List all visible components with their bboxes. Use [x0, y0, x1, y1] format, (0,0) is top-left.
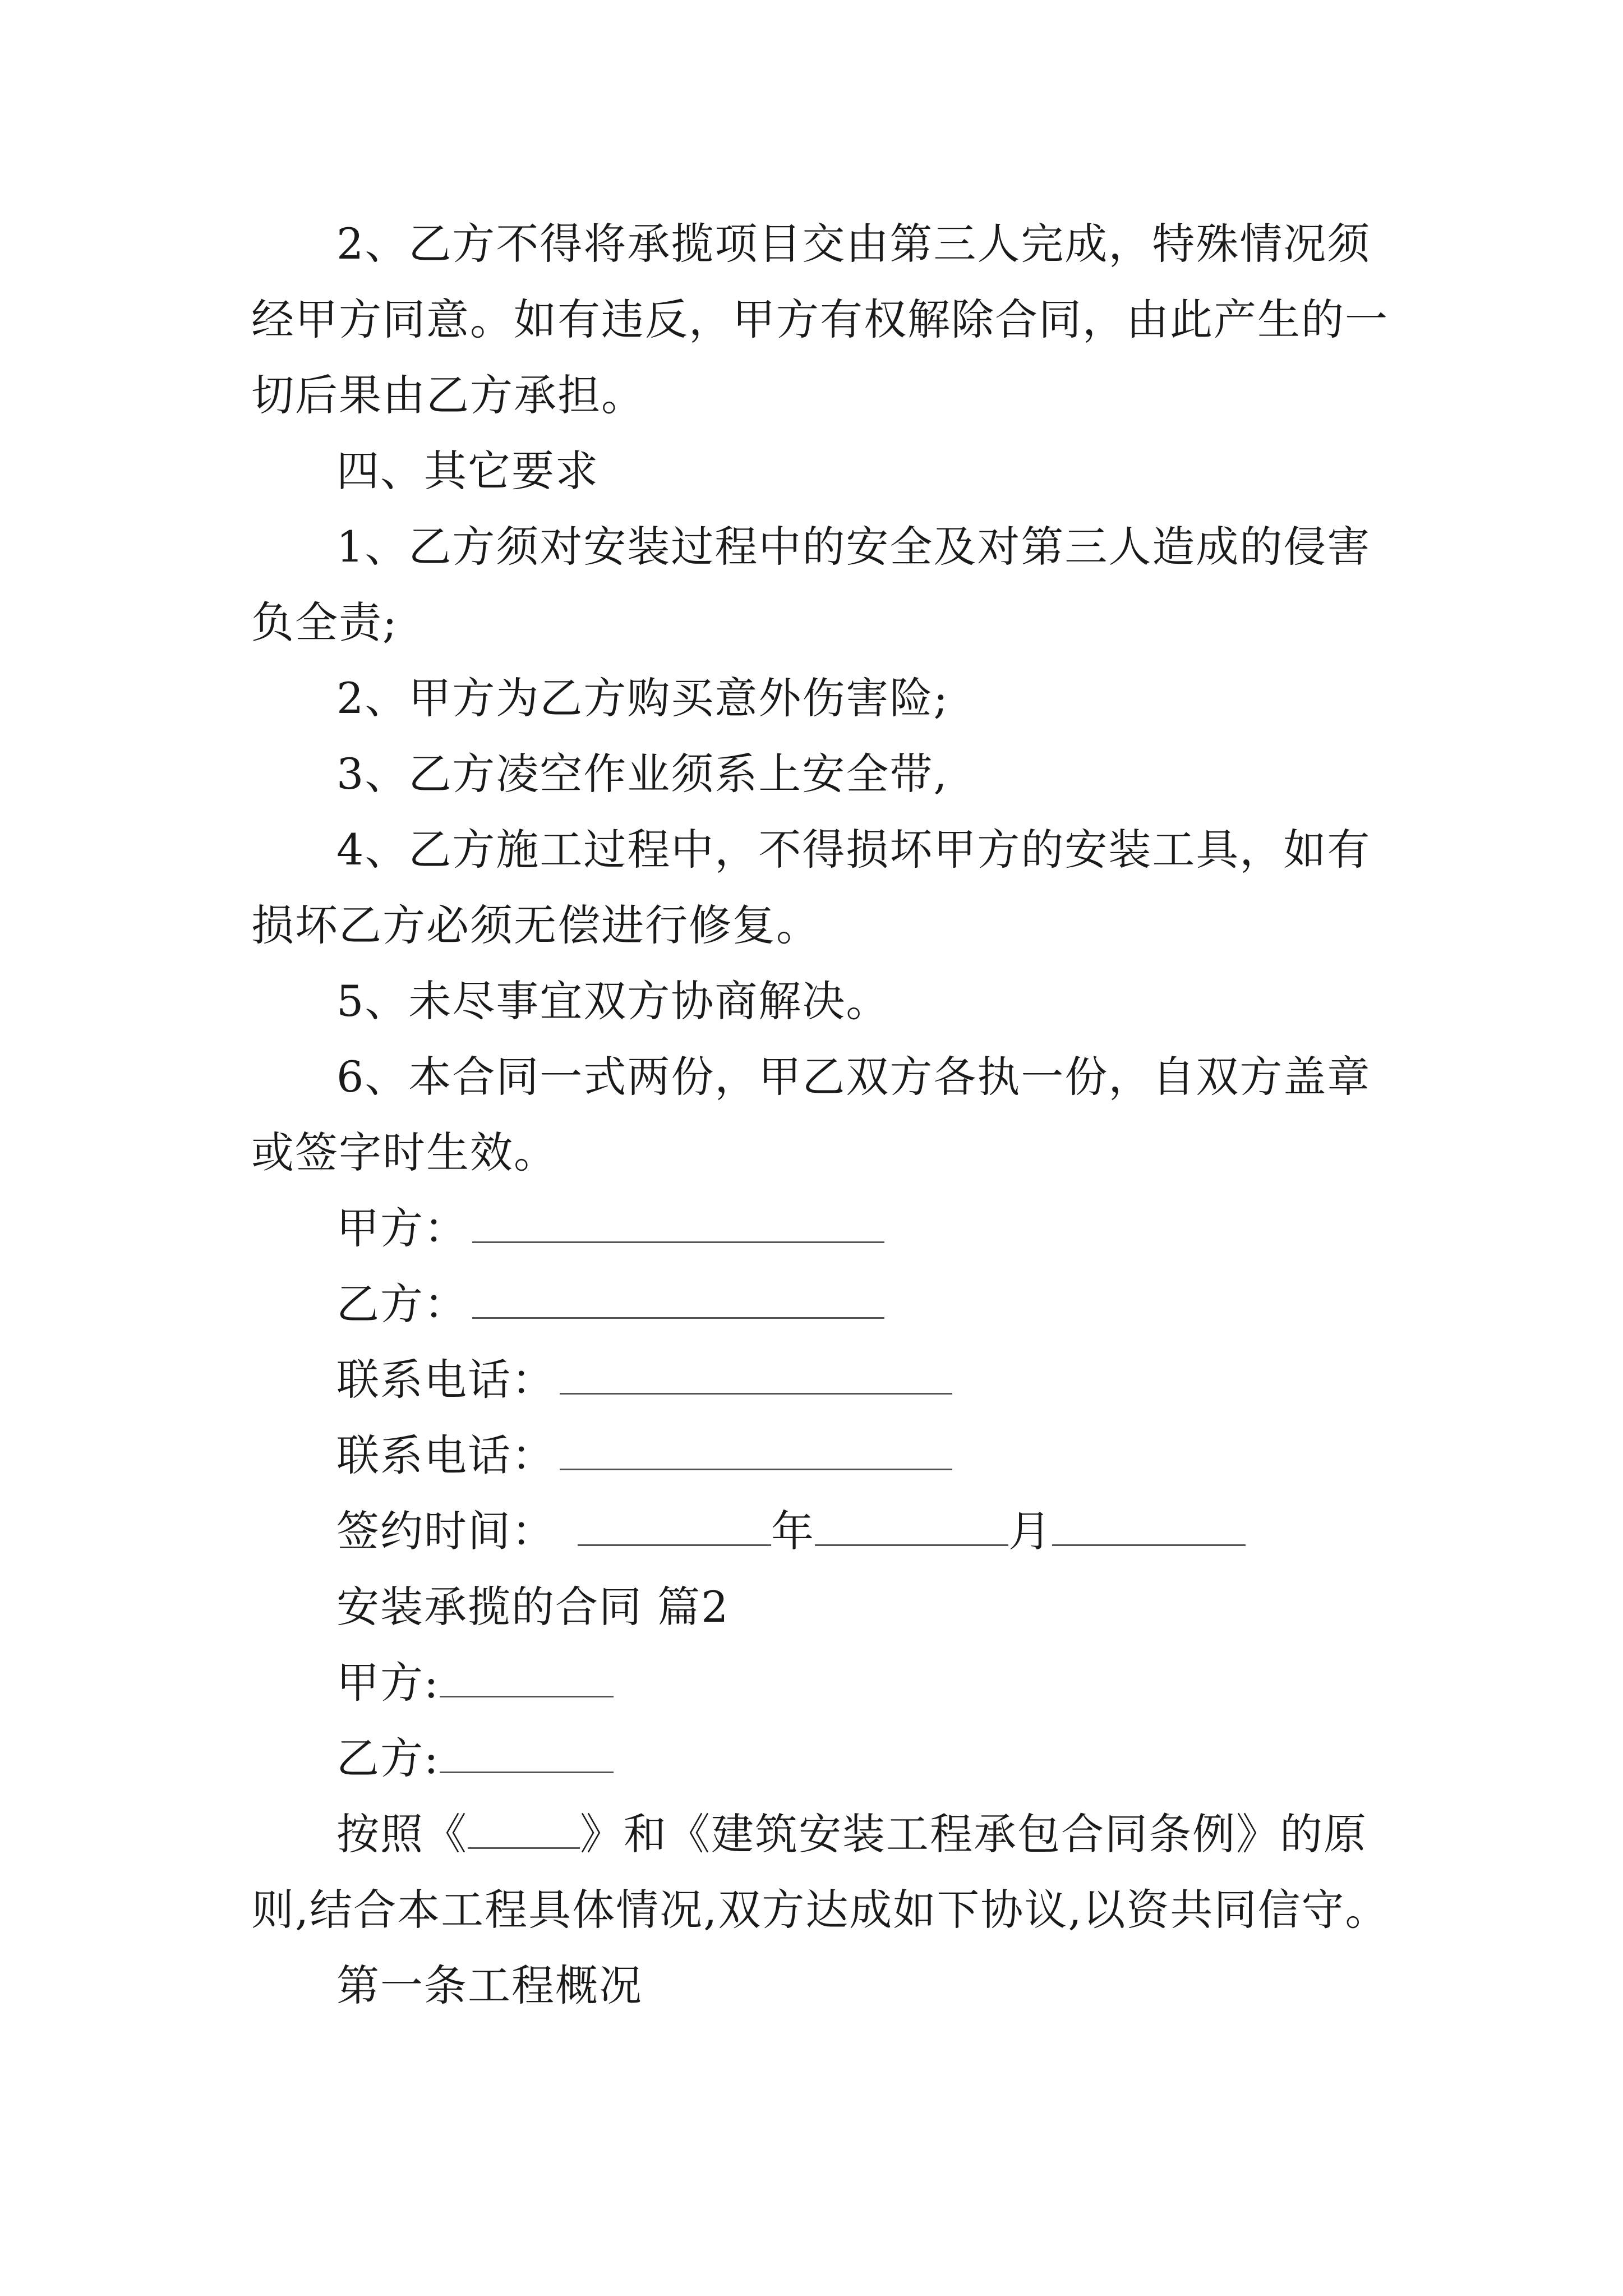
requirement-4-line-2: 损坏乙方必须无偿进行修复。 [251, 900, 820, 950]
requirement-1-line-1: 1、乙方须对安装过程中的安全及对第三人造成的侵害 [336, 522, 1371, 572]
signing-date-year-blank [578, 1511, 771, 1546]
signing-date [336, 1503, 1246, 1559]
section-heading-other-requirements: 四、其它要求 [336, 446, 599, 496]
signing-date-day-blank [1052, 1511, 1246, 1546]
contract-2-party-b-label: 乙方: [336, 1733, 440, 1783]
signing-date-label: 签约时间： [336, 1506, 555, 1556]
signature-party-b [336, 1276, 884, 1332]
contact-phone-1 [336, 1352, 952, 1408]
clause-2-line-1: 2、乙方不得将承揽项目交由第三人完成，特殊情况须 [336, 219, 1371, 269]
contact-phone-1-blank [560, 1359, 952, 1395]
contract-2-party-a-blank [440, 1662, 614, 1697]
signing-date-year-label: 年 [771, 1506, 815, 1556]
contract-2-intro-line-1 [336, 1806, 1367, 1862]
contact-phone-2-label: 联系电话： [336, 1430, 555, 1480]
contact-phone-2-blank [560, 1435, 952, 1470]
signature-party-a [336, 1200, 884, 1257]
requirement-2: 2、甲方为乙方购买意外伤害险; [336, 673, 949, 723]
clause-2-line-3: 切后果由乙方承担。 [251, 370, 645, 420]
signature-party-a-blank [472, 1208, 884, 1243]
contract-2-intro-line-2: 则,结合本工程具体情况,双方达成如下协议,以资共同信守。 [251, 1885, 1389, 1935]
contact-phone-2 [336, 1428, 952, 1484]
contract-2-party-a-label: 甲方: [336, 1658, 440, 1708]
contract-2-intro-suffix: 》和《建筑安装工程承包合同条例》的原 [580, 1809, 1367, 1859]
contract-2-intro-prefix: 按照《 [336, 1809, 468, 1859]
contract-2-title: 安装承揽的合同 篇2 [336, 1582, 730, 1632]
signing-date-month-blank [815, 1511, 1008, 1546]
requirement-6-line-2: 或签字时生效。 [251, 1128, 557, 1177]
contact-phone-1-label: 联系电话： [336, 1355, 555, 1405]
contract-2-party-b [336, 1731, 614, 1787]
requirement-4-line-1: 4、乙方施工过程中，不得损坏甲方的安装工具，如有 [336, 825, 1371, 875]
clause-2-line-2: 经甲方同意。如有违反，甲方有权解除合同，由此产生的一 [251, 295, 1389, 344]
contract-2-party-b-blank [440, 1738, 614, 1773]
requirement-1-line-2: 负全责; [251, 597, 398, 647]
signature-party-b-label: 乙方： [336, 1279, 468, 1329]
signature-party-b-blank [472, 1283, 884, 1319]
requirement-3: 3、乙方凌空作业须系上安全带, [336, 749, 948, 799]
contract-2-party-a [336, 1655, 614, 1711]
signing-date-month-label: 月 [1008, 1506, 1052, 1556]
requirement-5: 5、未尽事宜双方协商解决。 [336, 976, 890, 1026]
contract-2-law-name-blank [468, 1814, 580, 1849]
requirement-6-line-1: 6、本合同一式两份，甲乙双方各执一份，自双方盖章 [336, 1052, 1371, 1102]
article-1-heading: 第一条工程概况 [336, 1961, 643, 2010]
signature-party-a-label: 甲方： [336, 1203, 468, 1253]
